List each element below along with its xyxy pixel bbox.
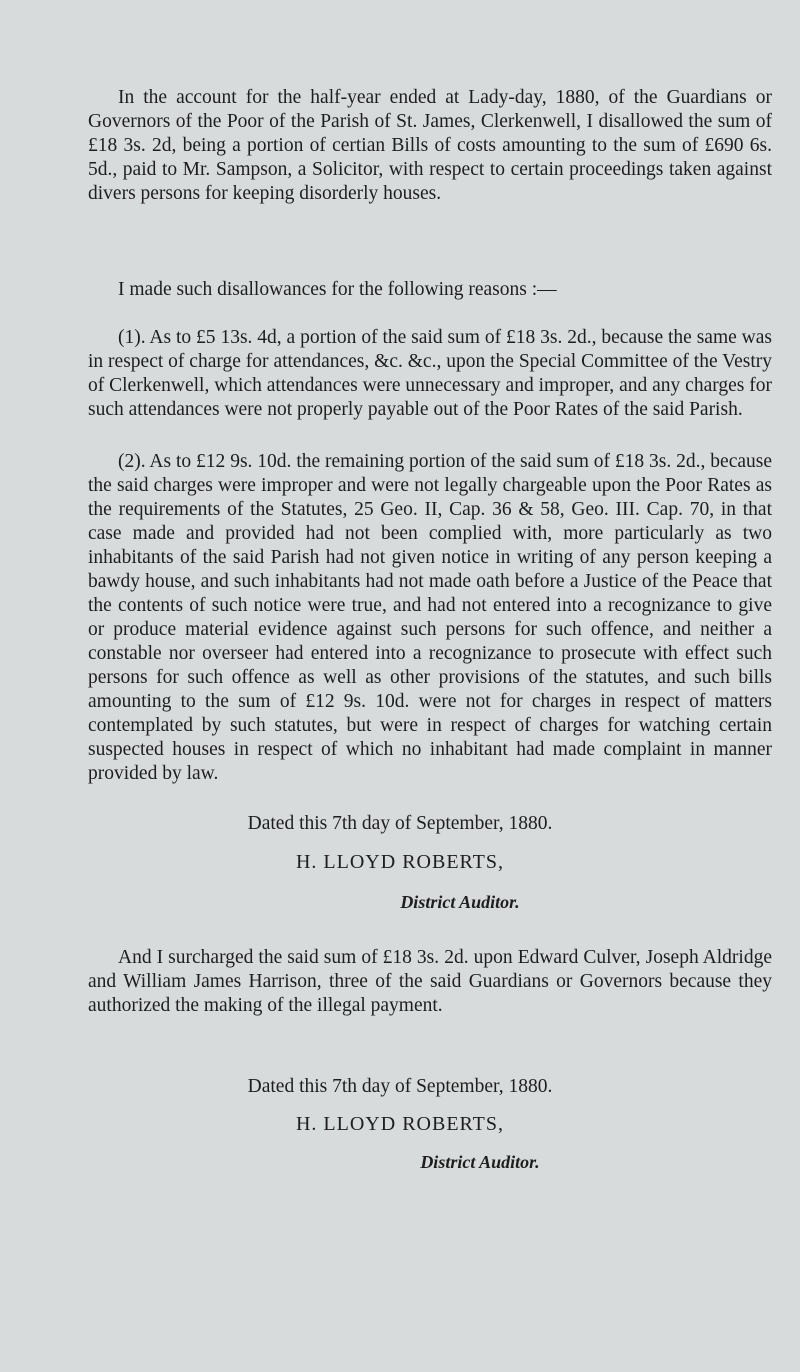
- dated-line-1: Dated this 7th day of September, 1880.: [247, 813, 553, 834]
- signature-name-1: H. LLOYD ROBERTS,: [295, 851, 505, 873]
- signature-role-2: District Auditor.: [420, 1152, 540, 1172]
- reason-1-paragraph: (1). As to £5 13s. 4d, a portion of the said sum of £18 3s. 2d., because the same was in respect of charge for attendances, &c. &c., upon the Special Committee of the Vestry of Clerkenwell, which attendances were unnecessary and improper, and any charges for such attendances were not properly payable out of the Poor Rates of the said Parish.: [88, 327, 772, 420]
- intro-paragraph: In the account for the half-year ended at Lady-day, 1880, of the Guardians or Governors of the Poor of the Parish of St. James, Clerkenwell, I disallowed the sum of £18 3s. 2d, being a portion of certian Bills of costs amounting to the sum of £690 6s. 5d., paid to Mr. Sampson, a Solicitor, with respect to certain proceedings taken against divers persons for keeping disorderly houses.: [88, 87, 772, 204]
- dated-line-2: Dated this 7th day of September, 1880.: [247, 1076, 553, 1097]
- reason-2-paragraph: (2). As to £12 9s. 10d. the remaining portion of the said sum of £18 3s. 2d., because the said charges were improper and were not legally chargeable upon the Poor Rates as the requirements of the Statutes, 25 Geo. II, Cap. 36 & 58, Geo. III. Cap. 70, in that case made and provided had not been complied with, more particularly as two inhabitants of the said Parish had not given notice in writing of any person keeping a bawdy house, and such inhabitants had not made oath before a Justice of the Peace that the contents of such notice were true, and had not entered into a recognizance to give or produce material evidence against such persons for such offence, and neither a constable nor overseer had entered into a recognizance to prosecute with effect such persons for such offence as well as other provisions of the statutes, and such bills amounting to the sum of £12 9s. 10d. were not for charges in respect of matters contemplated by such statutes, but were in respect of charges for watching certain suspected houses in respect of which no inhabitant had made complaint in manner provided by law.: [88, 451, 772, 784]
- reasons-heading: I made such disallowances for the following reasons :—: [118, 279, 557, 300]
- signature-name-2: H. LLOYD ROBERTS,: [295, 1113, 505, 1135]
- surcharge-paragraph: And I surcharged the said sum of £18 3s. 2d. upon Edward Culver, Joseph Aldridge and William James Harrison, three of the said Guardians or Governors because they authorized the making of the illegal payment.: [88, 947, 772, 1016]
- signature-role-1: District Auditor.: [400, 892, 520, 912]
